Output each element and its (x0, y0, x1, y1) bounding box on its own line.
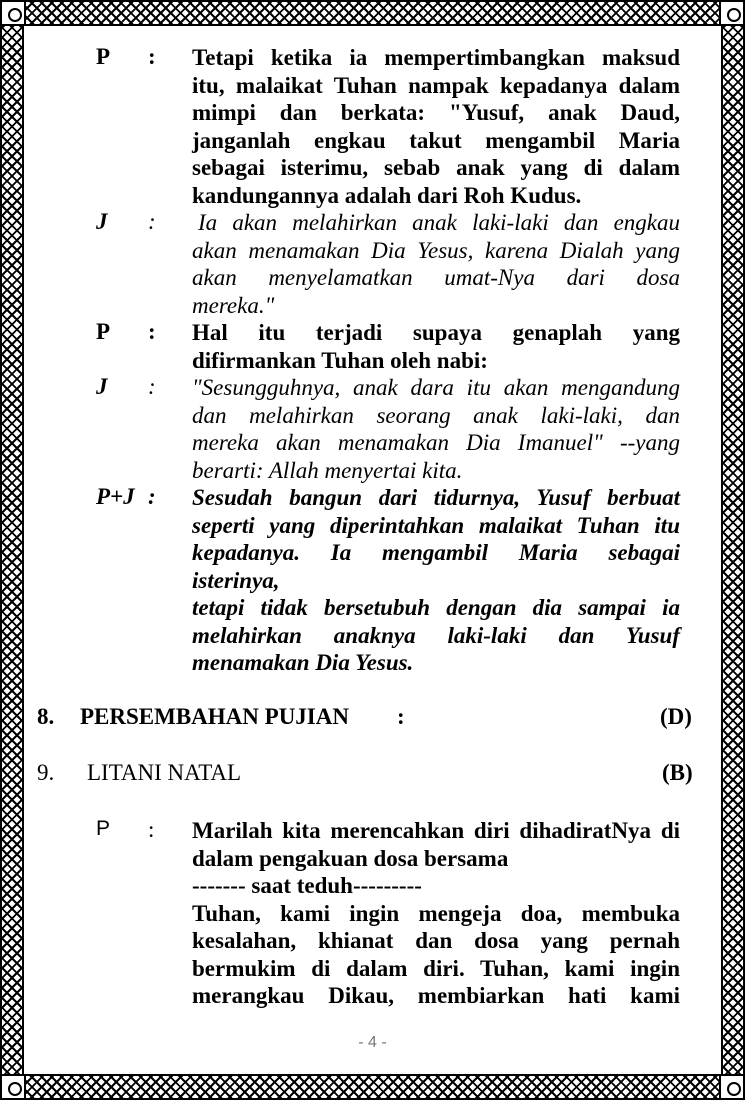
text-line: Tetapi ketika ia mempertimbangkan maksud (192, 45, 680, 70)
section-number: 8. (37, 704, 55, 729)
text-line: kandungannya adalah dari Roh Kudus. (192, 182, 582, 208)
corner-ornament-top-right (719, 0, 745, 26)
text-line: sebagai isterimu, sebab anak yang di dalam (192, 155, 680, 180)
liturgy-text (192, 374, 680, 484)
liturgy-text (192, 209, 680, 319)
text-line: merangkau Dikau, membiarkan hati kami (192, 983, 680, 1008)
text-line: tetapi tidak bersetubuh dengan dia sampai ia (192, 595, 680, 620)
speaker-label: P (96, 44, 111, 69)
text-line: bermukim di dalam diri. Tuhan, kami ingin (192, 955, 680, 981)
text-line: Ia akan melahirkan anak laki-laki dan engkau (198, 210, 680, 235)
speaker-label: J (96, 209, 108, 234)
section-title: LITANI NATAL (87, 760, 242, 785)
text-line: kepadanya. Ia mengambil Maria sebagai (192, 540, 680, 565)
corner-ornament-bottom-left (0, 1074, 26, 1100)
liturgy-text (192, 44, 680, 209)
text-line: menamakan Dia Yesus. (192, 650, 414, 675)
page-border-left (0, 0, 24, 1100)
section-colon: : (397, 704, 405, 729)
text-line: Marilah kita merencahkan diri dihadiratNya di (192, 818, 680, 843)
text-line: mereka akan menamakan Dia Imanuel" --yang (192, 430, 680, 455)
text-line: difirmankan Tuhan oleh nabi: (192, 347, 488, 373)
page-number: - 4 - (358, 1034, 387, 1051)
speaker-label: P (96, 817, 111, 840)
text-line: akan menamakan Dia Yesus, karena Dialah yang (192, 237, 680, 263)
corner-ornament-top-left (0, 0, 26, 26)
speaker-label: P+J (96, 484, 135, 509)
speaker-colon: : (148, 319, 156, 344)
speaker-colon: : (148, 374, 156, 399)
text-line: "Sesungguhnya, anak dara itu akan mengandung (192, 375, 680, 400)
litany-text (192, 817, 680, 1010)
text-line: janganlah engkau takut mengambil Maria (192, 127, 680, 153)
text-line: berarti: Allah menyertai kita. (192, 457, 463, 483)
section-number: 9. (37, 760, 55, 785)
text-line: akan menyelamatkan umat-Nya dari dosa (192, 265, 680, 290)
page-border-right (721, 0, 745, 1100)
text-line: mereka." (192, 292, 275, 318)
page-border-top (0, 0, 745, 26)
text-line: itu, malaikat Tuhan nampak kepadanya dalam (192, 72, 680, 98)
text-line: melahirkan anaknya laki-laki dan Yusuf (192, 622, 680, 648)
speaker-colon: : (148, 44, 156, 69)
speaker-colon: : (148, 817, 155, 842)
text-line: isterinya, (192, 567, 280, 593)
section-code: (B) (662, 760, 693, 785)
liturgy-text (192, 319, 680, 374)
page-border-bottom (0, 1074, 745, 1100)
text-line: Sesudah bangun dari tidurnya, Yusuf berbuat (192, 485, 680, 510)
text-line: dan melahirkan seorang anak laki-laki, dan (192, 402, 680, 428)
text-line: mimpi dan berkata: "Yusuf, anak Daud, (192, 100, 680, 125)
section-code: (D) (660, 704, 692, 729)
silence-note: ------- saat teduh--------- (192, 873, 422, 898)
corner-ornament-bottom-right (719, 1074, 745, 1100)
text-line: Tuhan, kami ingin mengeja doa, membuka (192, 900, 680, 926)
text-line: dalam pengakuan dosa bersama (192, 845, 509, 871)
liturgy-text (192, 484, 680, 677)
text-line: kesalahan, khianat dan dosa yang pernah (192, 928, 680, 953)
text-line: Hal itu terjadi supaya genaplah yang (192, 320, 680, 345)
speaker-colon: : (148, 209, 156, 234)
speaker-colon: : (148, 484, 156, 509)
text-line: seperti yang diperintahkan malaikat Tuhan itu (192, 512, 680, 538)
section-title: PERSEMBAHAN PUJIAN (80, 704, 349, 729)
speaker-label: P (96, 319, 111, 344)
speaker-label: J (96, 374, 108, 399)
